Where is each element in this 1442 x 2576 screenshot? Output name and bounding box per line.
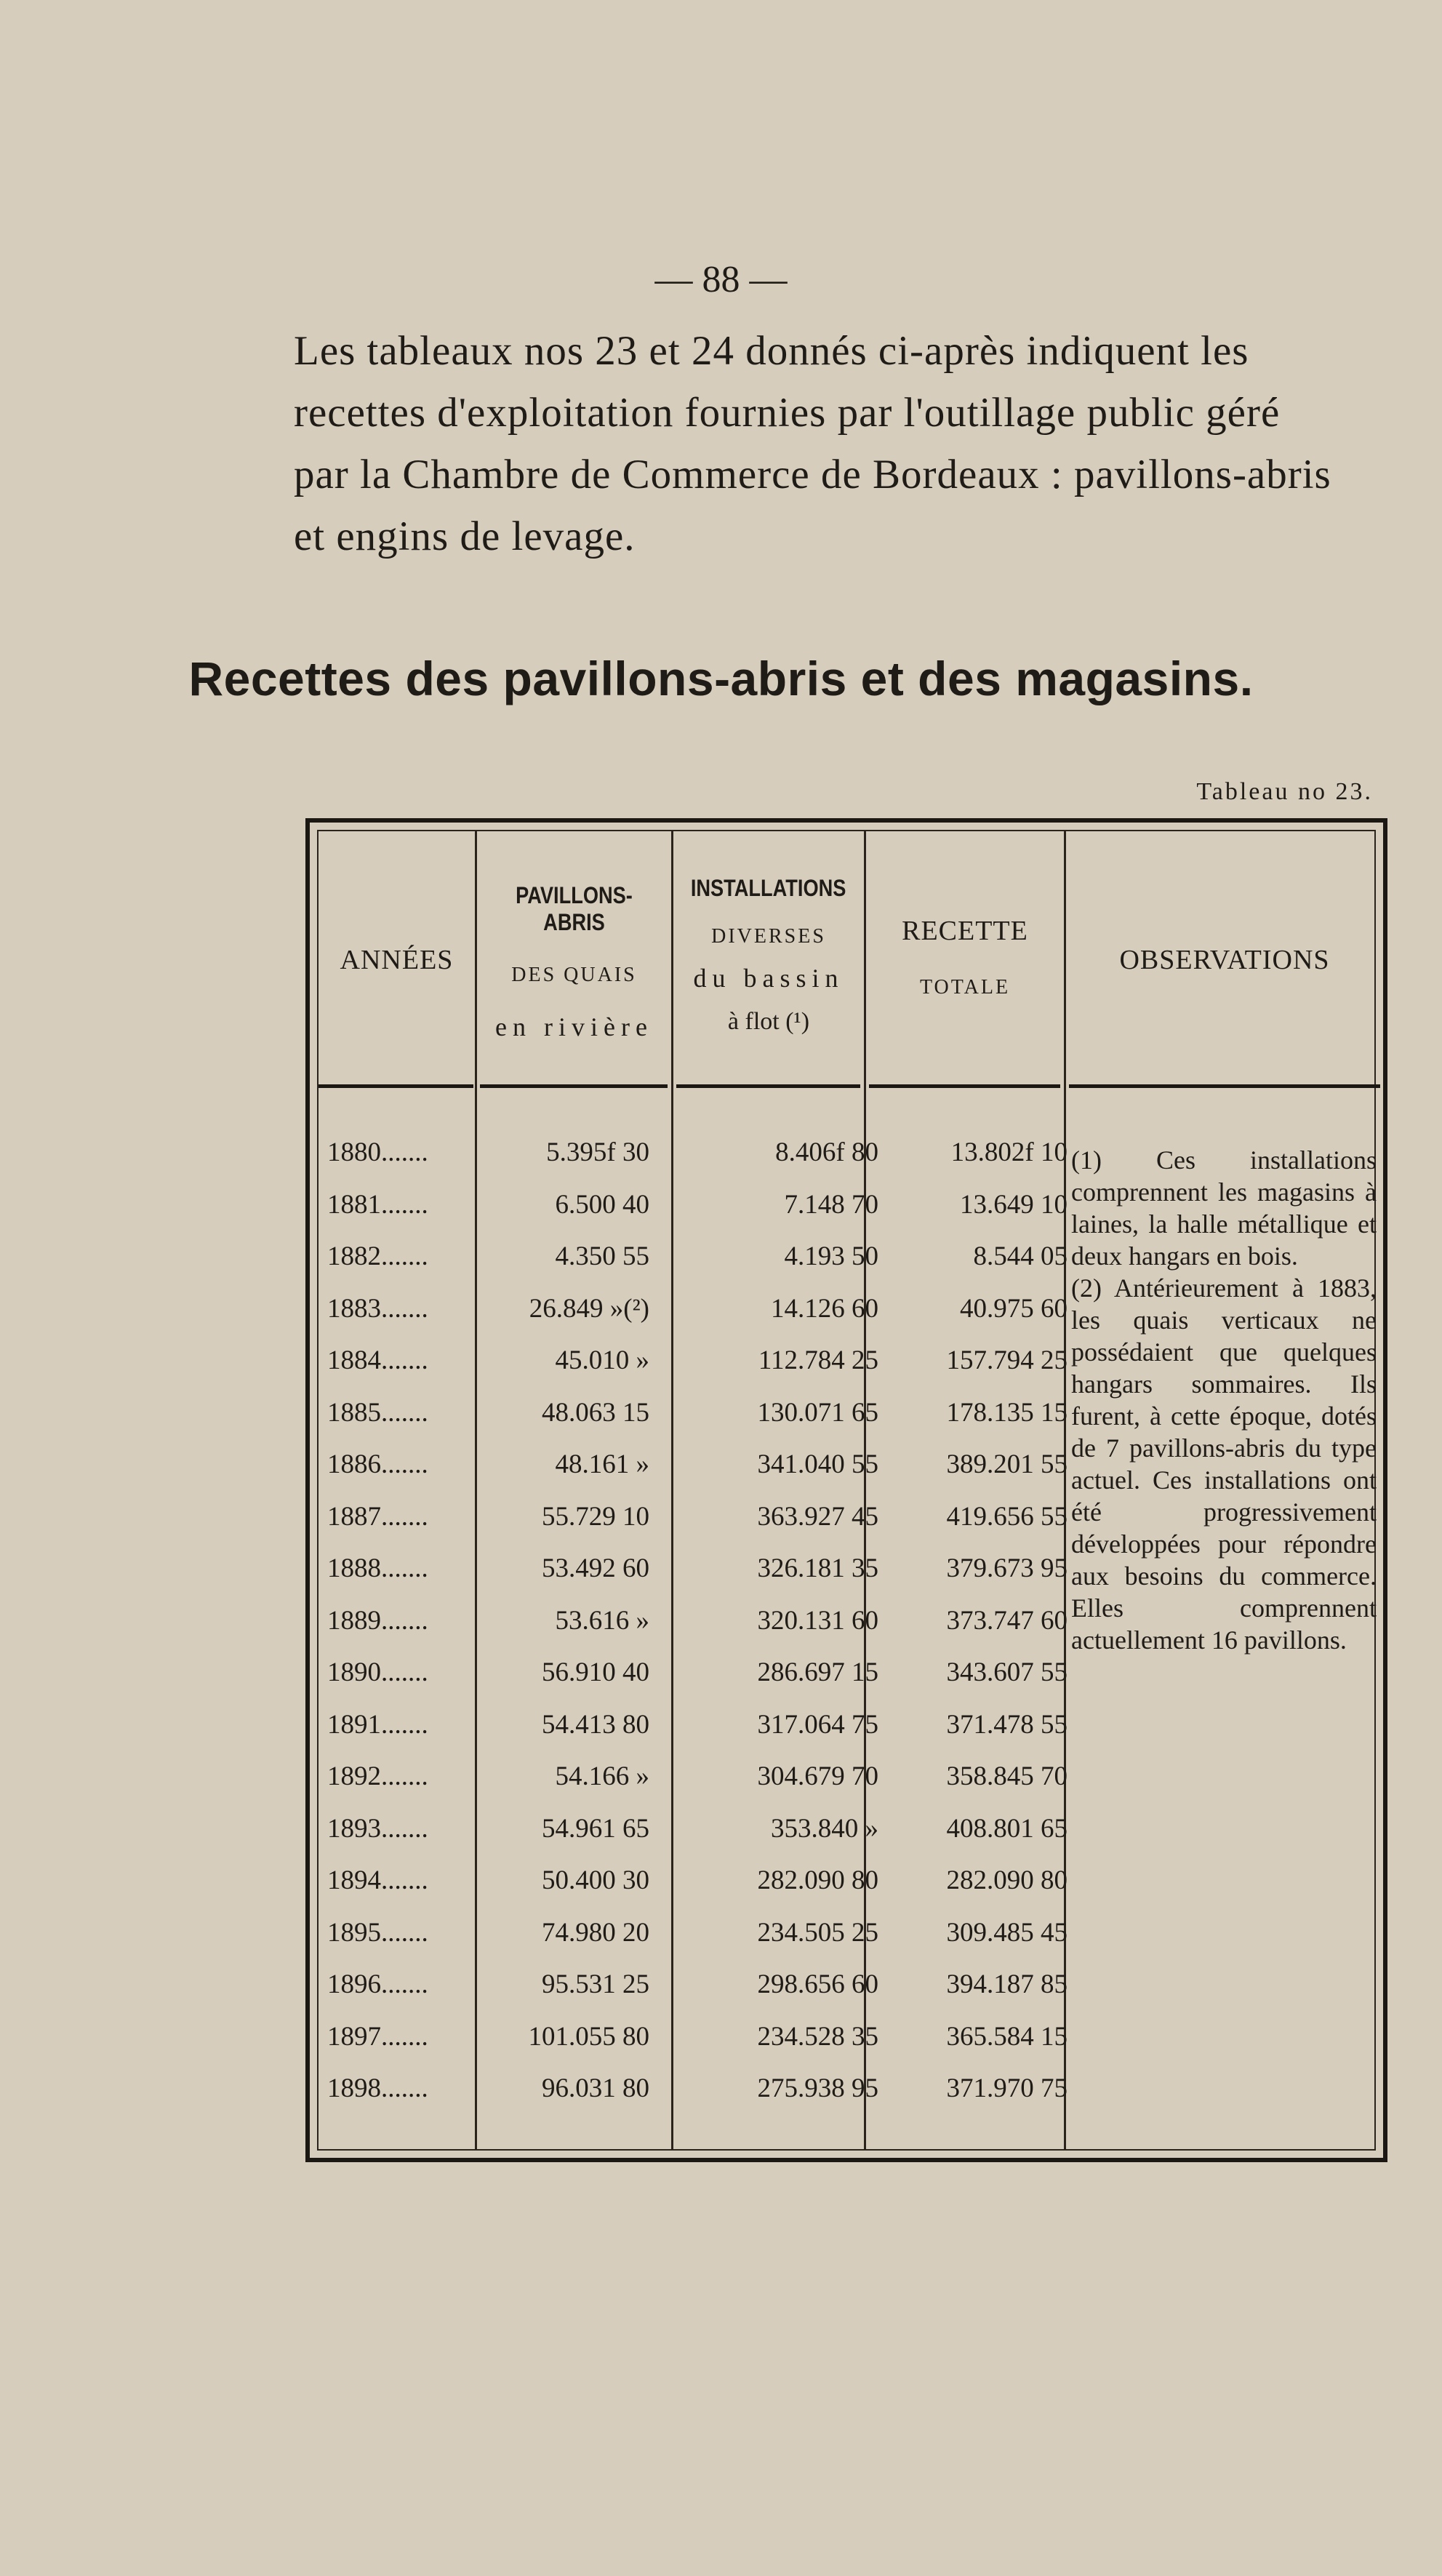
total-cell: 8.544 05 (973, 1241, 1068, 1271)
year-cell: 1896....... (327, 1969, 428, 1999)
total-cell: 309.485 45 (946, 1917, 1068, 1948)
installations-cell: 234.528 35 (757, 2021, 878, 2052)
pavillons-cell: 54.166 » (555, 1761, 649, 1791)
header-installations-line1: INSTALLATIONS (691, 875, 846, 901)
pavillons-cell: 48.063 15 (542, 1397, 649, 1428)
year-cell: 1881....... (327, 1189, 428, 1220)
installations-cell: 363.927 45 (757, 1501, 878, 1532)
installations-cell: 286.697 15 (757, 1657, 878, 1687)
table-row (319, 1702, 1374, 1754)
pavillons-cell: 95.531 25 (542, 1969, 649, 1999)
table-row (319, 2065, 1374, 2118)
header-installations-line4: à flot (¹) (727, 1008, 810, 1035)
header-annees-label: ANNÉES (340, 945, 454, 975)
intro-line: recettes d'exploitation fournies par l'outillage public géré (294, 390, 1281, 436)
observations-notes (1071, 1144, 1377, 1656)
table-row (319, 1910, 1374, 1962)
total-cell: 13.802f 10 (950, 1137, 1068, 1167)
total-cell: 365.584 15 (946, 2021, 1068, 2052)
pavillons-cell: 4.350 55 (555, 1241, 649, 1271)
installations-cell: 341.040 55 (757, 1449, 878, 1479)
intro-line: et engins de levage. (294, 513, 636, 559)
page-number: — 88 — (654, 259, 788, 300)
total-cell: 371.970 75 (946, 2073, 1068, 2103)
header-observations-label: OBSERVATIONS (1119, 945, 1330, 975)
year-cell: 1898....... (327, 2073, 428, 2103)
installations-cell: 298.656 60 (757, 1969, 878, 1999)
year-cell: 1880....... (327, 1137, 428, 1167)
table-row (319, 1753, 1374, 1806)
pavillons-cell: 45.010 » (555, 1345, 649, 1375)
table-inner-border (317, 830, 1376, 2151)
installations-cell: 234.505 25 (757, 1917, 878, 1948)
installations-cell: 320.131 60 (757, 1605, 878, 1636)
installations-cell: 7.148 70 (784, 1189, 878, 1220)
installations-cell: 275.938 95 (757, 2073, 878, 2103)
pavillons-cell: 54.413 80 (542, 1709, 649, 1740)
installations-cell: 112.784 25 (758, 1345, 878, 1375)
table-row (319, 1806, 1374, 1858)
intro-line: Les tableaux nos 23 et 24 donnés ci-après indiquent les (294, 328, 1249, 374)
total-cell: 13.649 10 (960, 1189, 1068, 1220)
table-row (319, 1857, 1374, 1910)
header-rule (869, 1084, 1060, 1088)
header-pavillons-line2: DES QUAIS (511, 964, 637, 986)
year-cell: 1884....... (327, 1345, 428, 1375)
header-recette-line2: TOTALE (919, 976, 1011, 999)
year-cell: 1888....... (327, 1553, 428, 1583)
installations-cell: 353.840 » (771, 1813, 878, 1844)
total-cell: 282.090 80 (946, 1865, 1068, 1895)
pavillons-cell: 53.492 60 (542, 1553, 649, 1583)
header-rule (319, 1084, 473, 1088)
header-pavillons-line3: en rivière (495, 1012, 653, 1041)
table-label: Tableau no 23. (1196, 778, 1373, 805)
header-recette-line1: RECETTE (902, 916, 1028, 946)
year-cell: 1891....... (327, 1709, 428, 1740)
observation-note-2: (2) Antérieurement à 1883, les quais verticaux ne possédaient que quelques hangars sommaires. Ils furent, à cette époque, dotés de 7 pavillons-abris du type actuel. Ces installations ont été progressivement développées pour répondre aux besoins du commerce. Elles comprennent actuellement 16 pavillons. (1071, 1273, 1377, 1655)
pavillons-cell: 56.910 40 (542, 1657, 649, 1687)
total-cell: 389.201 55 (946, 1449, 1068, 1479)
intro-paragraph (294, 320, 1388, 567)
revenue-table (305, 818, 1387, 2162)
pavillons-cell: 50.400 30 (542, 1865, 649, 1895)
pavillons-cell: 53.616 » (555, 1605, 649, 1636)
header-rule (1069, 1084, 1380, 1088)
installations-cell: 14.126 60 (771, 1293, 878, 1324)
header-pavillons-line1: PAVILLONS-ABRIS (516, 882, 633, 935)
header-annees (319, 944, 475, 976)
total-cell: 343.607 55 (946, 1657, 1068, 1687)
pavillons-cell: 48.161 » (555, 1449, 649, 1479)
total-cell: 408.801 65 (946, 1813, 1068, 1844)
header-recette (866, 915, 1064, 999)
total-cell: 371.478 55 (946, 1709, 1068, 1740)
pavillons-cell: 96.031 80 (542, 2073, 649, 2103)
header-installations (673, 875, 864, 1036)
section-title: Recettes des pavillons-abris et des magasins. (188, 652, 1254, 705)
header-pavillons (477, 882, 671, 1042)
year-cell: 1886....... (327, 1449, 428, 1479)
year-cell: 1892....... (327, 1761, 428, 1791)
pavillons-cell: 6.500 40 (555, 1189, 649, 1220)
observation-note-1: (1) Ces installations comprennent les magasins à laines, la halle métallique et deux hangars en bois. (1071, 1145, 1377, 1271)
pavillons-cell: 74.980 20 (542, 1917, 649, 1948)
year-cell: 1883....... (327, 1293, 428, 1324)
intro-line: par la Chambre de Commerce de Bordeaux : pavillons-abris (294, 452, 1331, 497)
pavillons-cell: 101.055 80 (528, 2021, 649, 2052)
year-cell: 1894....... (327, 1865, 428, 1895)
header-installations-line2: DIVERSES (711, 925, 826, 948)
table-row (319, 1961, 1374, 2014)
header-rule (480, 1084, 668, 1088)
pavillons-cell: 5.395f 30 (546, 1137, 649, 1167)
installations-cell: 317.064 75 (757, 1709, 878, 1740)
pavillons-cell: 54.961 65 (542, 1813, 649, 1844)
year-cell: 1895....... (327, 1917, 428, 1948)
total-cell: 157.794 25 (946, 1345, 1068, 1375)
header-rule (676, 1084, 860, 1088)
year-cell: 1893....... (327, 1813, 428, 1844)
installations-cell: 8.406f 80 (775, 1137, 878, 1167)
total-cell: 178.135 15 (946, 1397, 1068, 1428)
installations-cell: 326.181 35 (757, 1553, 878, 1583)
year-cell: 1885....... (327, 1397, 428, 1428)
year-cell: 1882....... (327, 1241, 428, 1271)
pavillons-cell: 55.729 10 (542, 1501, 649, 1532)
total-cell: 40.975 60 (960, 1293, 1068, 1324)
installations-cell: 304.679 70 (757, 1761, 878, 1791)
installations-cell: 4.193 50 (784, 1241, 878, 1271)
table-row (319, 1649, 1374, 1702)
pavillons-cell: 26.849 »(²) (529, 1293, 649, 1324)
installations-cell: 130.071 65 (757, 1397, 878, 1428)
total-cell: 379.673 95 (946, 1553, 1068, 1583)
year-cell: 1897....... (327, 2021, 428, 2052)
total-cell: 394.187 85 (946, 1969, 1068, 1999)
year-cell: 1890....... (327, 1657, 428, 1687)
total-cell: 419.656 55 (946, 1501, 1068, 1532)
header-observations (1066, 944, 1383, 976)
year-cell: 1889....... (327, 1605, 428, 1636)
year-cell: 1887....... (327, 1501, 428, 1532)
total-cell: 358.845 70 (946, 1761, 1068, 1791)
table-row (319, 2014, 1374, 2066)
installations-cell: 282.090 80 (757, 1865, 878, 1895)
total-cell: 373.747 60 (946, 1605, 1068, 1636)
header-installations-line3: du bassin (693, 964, 844, 993)
